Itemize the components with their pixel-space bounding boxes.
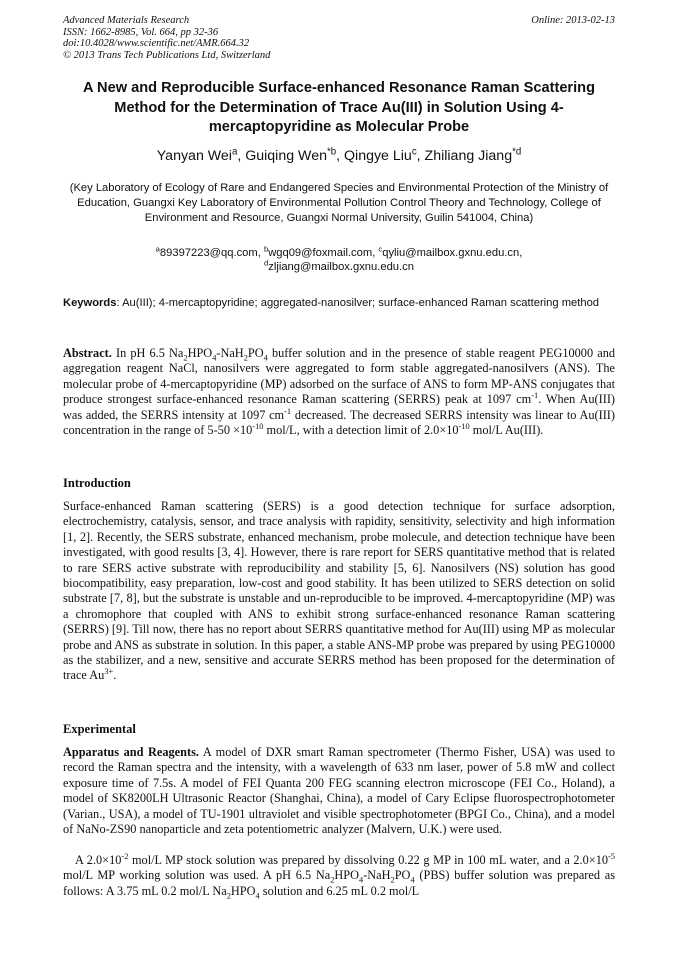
author-mark: *b	[326, 146, 337, 158]
section-heading-introduction: Introduction	[63, 476, 131, 490]
author-name: Zhiliang Jiang	[424, 148, 513, 164]
author-mark: c	[411, 146, 417, 158]
email-link[interactable]: zljiang@mailbox.gxnu.edu.cn	[268, 261, 414, 273]
abstract: Abstract. In pH 6.5 $Na_2HPO_4-NaH_2PO_4$ buffer solution and in the presence of stable reagent PEG10000 and aggregation reagent NaCl, nanosilvers were aggregated to form stable aggregated-nanosilvers (ANS). The molecular probe of 4-mercaptopyridine (MP) adsorbed on the surface of ANS to form MP-ANS conjugates that produce strongest surface-enhanced resonance Raman scattering (SERRS) peak at 1097 $cm^{-1}$. When Au(III) was added, the SERRS intensity at 1097 $cm^{-1}$ decreased. The decreased SERRS intensity was linear to Au(III) concentration in the range of $5-50 \times 10^{-10}$ mol/L, with a detection limit of $2.0\times 10^{-10}$ mol/L Au(III).	[63, 346, 616, 438]
keywords-text: : Au(III); 4-mercaptopyridine; aggregated-nanosilver; surface-enhanced Raman scattering method	[116, 297, 600, 309]
journal-doi: doi:10.4028/www.scientific.net/AMR.664.32	[63, 38, 250, 50]
author-list: Yanyan Wei$^a$, Guiqing Wen$^{*b}$, Qingye Liu$^c$, Zhiliang Jiang$^{*d}$	[156, 146, 522, 164]
journal-header	[63, 15, 615, 61]
reagents-paragraph: A $2.0\times 10^{-2}$ mol/L MP stock solution was prepared by dissolving 0.22 g MP in 100 mL water, and a $2.0\times 10^{-5}$ mol/L MP working solution was used. A pH 6.5 $Na_2HPO_4-NaH_2PO_4$ (PBS) buffer solution was prepared as follows: A 3.75 mL 0.2 mol/L $Na_2HPO_4$ solution and 6.25 mL 0.2 mol/L	[63, 851, 615, 901]
author-name: Yanyan Wei	[156, 148, 232, 164]
journal-issn: ISSN: 1662-8985, Vol. 664, pp 32-36	[63, 26, 219, 38]
author-name: Guiqing Wen	[245, 148, 327, 164]
section-heading-experimental: Experimental	[63, 722, 136, 736]
apparatus-paragraph: Apparatus and Reagents. A model of DXR smart Raman spectrometer (Thermo Fisher, USA) was used to record the Raman spectra and the intensity, with a wavelength of 633 nm laser, power of 5.8 mW and collect exposure time of 7.5s. A model of FEI Quanta 200 FEG scanning electron microscope (FEI Co., Holand), a model of SK8200LH Ultrasonic Reactor (Shanghai, China), a model of Cary Eclipse fluorospectrophotometer (Varian., USA), a model of TU-1901 ultraviolet and visible spectrophotometer (BPGI Co., China), and a model of NaNo-ZS90 nanoparticle and zeta potentiometric analyzer (Malvern, U.K.) were used.	[63, 745, 615, 837]
author-name: Qingye Liu	[344, 148, 412, 164]
affiliation: (Key Laboratory of Ecology of Rare and Endangered Species and Environmental Protection of the Ministry of Education, Guangxi Key Laboratory of Environmental Pollution Control Theory and Technology, College of Environment and Resource, Guangxi Normal University, Guilin 541004, China)	[69, 182, 609, 224]
keywords	[63, 296, 615, 311]
author-mark: a	[231, 146, 238, 158]
introduction-paragraph: Surface-enhanced Raman scattering (SERS) is a good detection technique for surface adsorption, electrochemistry, catalysis, sensor, and trace analysis with rapidity, sensitivity, selectivity and high information [1, 2]. Recently, the SERS substrate, enhanced mechanism, probe molecule, and detection technique have been investigated, with good results [3, 4]. However, there is rare report for SERS quantitative method that is related to rare SERS active substrate with reproducibility and stability [5, 6]. Nanosilvers (NS) solution has good biocompatibility, easy preparation, low-cost and good stability. It has been utilized to SERS detection on solid substrate [7, 8], but the substrate is unstable and un-reproducible to be improved. 4-mercaptopyridine (MP) was a chromophore that coupled with ANS to exhibit strong surface-enhanced resonance Raman scattering (SERRS) [9]. Till now, there has no report about SERRS quantitative method for Au(III) using MP as molecular probe and ANS as substrate in solution. In this paper, a stable ANS-MP probe was prepared by using PEG10000 as the stabilizer, and a new, sensitive and accurate SERRS method has been proposed for the determination of trace $Au^{3+}$.	[63, 499, 615, 683]
journal-copyright: © 2013 Trans Tech Publications Ltd, Switzerland	[63, 49, 271, 61]
email-link[interactable]: qyliu@mailbox.gxnu.edu.cn,	[382, 247, 523, 259]
author-mark: *d	[512, 146, 522, 158]
paper-title: A New and Reproducible Surface-enhanced Resonance Raman Scattering Method for the Determination of Trace Au(III) in Solution Using 4-mercaptopyridine as Molecular Probe	[83, 80, 595, 135]
online-date: Online: 2013-02-13	[531, 15, 615, 26]
email-link[interactable]: wgq09@foxmail.com,	[268, 247, 379, 259]
author-emails: $^a$89397223@qq.com, $^b$wgq09@foxmail.com, $^c$qyliu@mailbox.gxnu.edu.cn, $^d$zljiang@mailbox.gxnu.edu.cn	[155, 244, 523, 273]
apparatus-label: Apparatus and Reagents.	[63, 745, 199, 759]
email-link[interactable]: 89397223@qq.com,	[159, 247, 264, 259]
abstract-label: Abstract.	[63, 346, 112, 360]
journal-name: Advanced Materials Research	[63, 15, 190, 26]
keywords-label: Keywords	[63, 297, 117, 309]
